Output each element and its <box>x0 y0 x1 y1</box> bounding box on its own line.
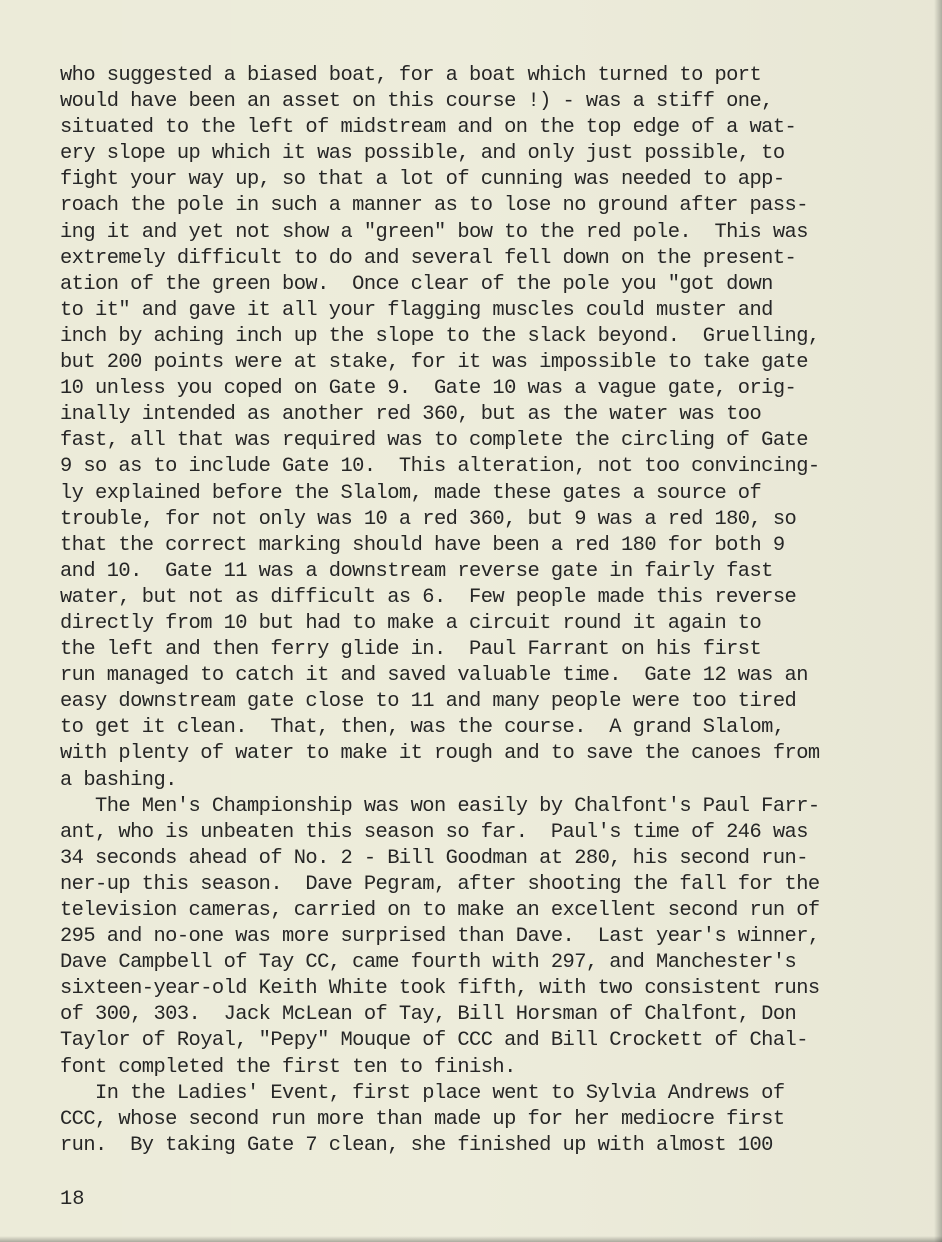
text-line: Taylor of Royal, "Pepy" Mouque of CCC and Bill Crockett of Chal- <box>60 1029 808 1053</box>
text-line: water, but not as difficult as 6. Few people made this reverse <box>60 585 797 609</box>
text-line: who suggested a biased boat, for a boat which turned to port <box>60 64 762 87</box>
text-line: ery slope up which it was possible, and only just possible, to <box>60 142 785 166</box>
text-line: roach the pole in such a manner as to lose no ground after pass- <box>60 194 808 218</box>
body-text <box>60 63 920 1159</box>
text-line: television cameras, carried on to make an excellent second run of <box>60 899 820 922</box>
text-line: would have been an asset on this course !) - was a stiff one, <box>60 90 773 114</box>
text-line: The Men's Championship was won easily by Chalfont's Paul Farr- <box>60 794 820 818</box>
text-line: situated to the left of midstream and on the top edge of a wat- <box>60 116 797 140</box>
text-line: ner-up this season. Dave Pegram, after shooting the fall for the <box>60 872 820 896</box>
text-line: fight your way up, so that a lot of cunning was needed to app- <box>60 168 785 192</box>
text-line: but 200 points were at stake, for it was impossible to take gate <box>60 351 808 375</box>
text-line: 34 seconds ahead of No. 2 - Bill Goodman at 280, his second run- <box>60 846 808 870</box>
text-line: In the Ladies' Event, first place went to Sylvia Andrews of <box>60 1081 785 1105</box>
text-line: trouble, for not only was 10 a red 360, but 9 was a red 180, so <box>60 507 797 531</box>
text-line: a bashing. <box>60 768 177 792</box>
text-line: inally intended as another red 360, but as the water was too <box>60 403 762 427</box>
text-line: CCC, whose second run more than made up for her mediocre first <box>60 1107 785 1131</box>
text-line: extremely difficult to do and several fell down on the present- <box>60 246 797 270</box>
page-edge-shadow <box>934 0 942 1242</box>
text-line: easy downstream gate close to 11 and many people were too tired <box>60 690 797 714</box>
text-line: 295 and no-one was more surprised than Dave. Last year's winner, <box>60 925 820 949</box>
text-line: sixteen-year-old Keith White took fifth, with two consistent runs <box>60 977 820 1001</box>
text-line: and 10. Gate 11 was a downstream reverse gate in fairly fast <box>60 559 773 583</box>
text-line: run managed to catch it and saved valuable time. Gate 12 was an <box>60 664 808 688</box>
text-line: to get it clean. That, then, was the course. A grand Slalom, <box>60 716 785 740</box>
text-line: font completed the first ten to finish. <box>60 1055 516 1079</box>
text-line: ly explained before the Slalom, made these gates a source of <box>60 481 762 505</box>
text-line: to it" and gave it all your flagging muscles could muster and <box>60 298 773 322</box>
page-bottom-shadow <box>0 1236 942 1242</box>
text-line: that the correct marking should have been a red 180 for both 9 <box>60 533 785 557</box>
text-line: of 300, 303. Jack McLean of Tay, Bill Horsman of Chalfont, Don <box>60 1003 797 1027</box>
text-line: inch by aching inch up the slope to the slack beyond. Gruelling, <box>60 324 820 348</box>
text-line: ation of the green bow. Once clear of the pole you "got down <box>60 272 773 296</box>
text-line: ant, who is unbeaten this season so far. Paul's time of 246 was <box>60 820 808 844</box>
text-line: run. By taking Gate 7 clean, she finished up with almost 100 <box>60 1133 773 1157</box>
text-line: fast, all that was required was to complete the circling of Gate <box>60 429 808 453</box>
page-number: 18 <box>60 1188 85 1211</box>
text-line: 10 unless you coped on Gate 9. Gate 10 was a vague gate, orig- <box>60 377 797 401</box>
text-line: Dave Campbell of Tay CC, came fourth with 297, and Manchester's <box>60 951 797 975</box>
text-line: 9 so as to include Gate 10. This alteration, not too convincing- <box>60 455 820 479</box>
text-line: directly from 10 but had to make a circuit round it again to <box>60 611 762 635</box>
text-line: with plenty of water to make it rough and to save the canoes from <box>60 742 820 766</box>
text-line: ing it and yet not show a "green" bow to the red pole. This was <box>60 220 808 244</box>
text-line: the left and then ferry glide in. Paul Farrant on his first <box>60 638 762 662</box>
